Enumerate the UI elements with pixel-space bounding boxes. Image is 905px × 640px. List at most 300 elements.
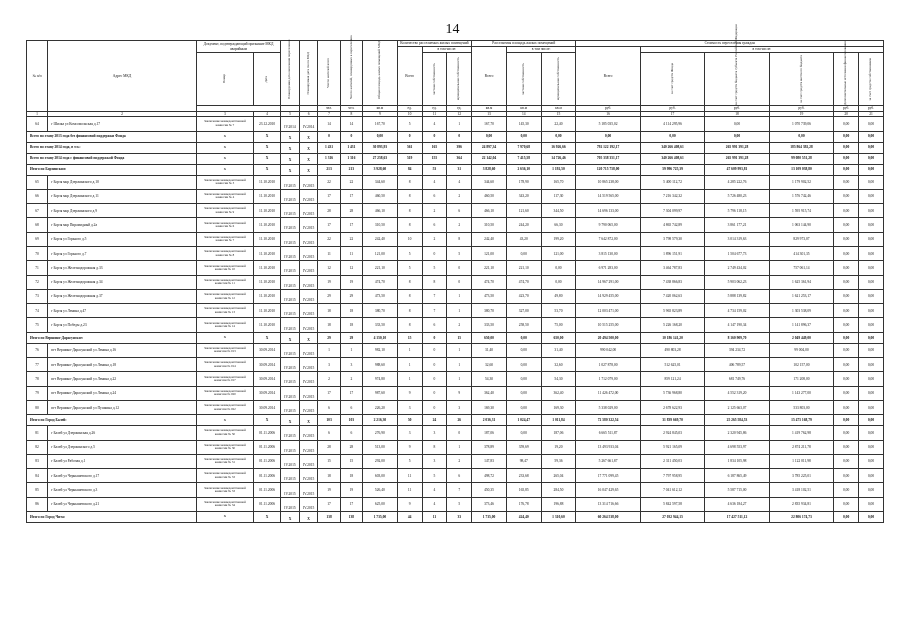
planned-date: X [281,142,300,153]
table-row [27,218,884,232]
value-cell-14: 7 415,58 [506,153,541,164]
value-cell-13: 187,06 [472,426,507,440]
document-date: X [253,153,280,164]
header-unit-rub-1: руб. [576,106,640,112]
table-body [27,117,884,523]
value-cell-17: 59 996 725,39 [640,164,704,175]
summary-row [27,142,884,153]
row-number: 81 [27,426,48,440]
value-cell-13: 373,46 [472,497,507,511]
value-cell-10: 8 [397,275,422,289]
demolition-date: IV.2015 [299,483,318,497]
value-cell-16: 14 929 455,00 [576,289,640,303]
value-cell-18: 1 504 677,73 [705,246,769,260]
row-number: 80 [27,400,48,414]
value-cell-14: 165,85 [506,483,541,497]
value-cell-12: 0 [447,131,472,142]
value-cell-11: 53 [422,164,447,175]
value-cell-17: 5 965 823,89 [640,304,704,318]
value-cell-10: 44 [397,512,422,523]
value-cell-19: 1 625 361,94 [769,275,833,289]
table-row [27,454,884,468]
value-cell-9: 526,40 [363,483,398,497]
document-cell: X [196,153,253,164]
demolition-date: IV.2015 [299,289,318,303]
value-cell-18: 406 789,57 [705,358,769,372]
planned-date: X [281,153,300,164]
column-number: 2 [48,112,197,117]
value-cell-14: 424,40 [506,512,541,523]
value-cell-12: 33 [447,512,472,523]
value-cell-7: 22 [318,232,340,246]
value-cell-18: 4 285 222,76 [705,175,769,189]
value-cell-20: 0,00 [834,358,859,372]
value-cell-17: 10 186 141,20 [640,332,704,343]
address-cell: пгт Вершино-Дарасунский ул Ленина д.22 [48,372,197,386]
value-cell-19: 99 004,00 [769,343,833,357]
planned-date: IV.2015 [281,289,300,303]
value-cell-7: 6 [318,400,340,414]
table-row [27,304,884,318]
header-unit-rub-5: руб. [834,106,859,112]
value-cell-7: 28 [318,440,340,454]
value-cell-16: 3 815 130,00 [576,246,640,260]
address-cell: г Борзя ул Ленина д.47 [48,304,197,318]
value-cell-18: 0,00 [705,117,769,131]
value-cell-17: 31 839 669,70 [640,415,704,426]
value-cell-12: 364 [447,153,472,164]
value-cell-11: 11 [422,512,447,523]
value-cell-8: 1 [340,343,362,357]
value-cell-18: 5 726 480,23 [705,189,769,203]
document-cell: Заключение межведомственной комиссии № 022 [196,400,253,414]
planned-date: IV.2015 [281,304,300,318]
value-cell-20: 0,00 [834,246,859,260]
planned-date: IV.2015 [281,454,300,468]
value-cell-13: 147,83 [472,454,507,468]
table-row [27,400,884,414]
value-cell-12: 1 [447,289,472,303]
value-cell-20: 0,00 [834,318,859,332]
header-group-area: Расселяемая площадь жилых помещений [472,41,576,47]
value-cell-9: 603,00 [363,469,398,483]
value-cell-9: 473,50 [363,289,398,303]
planned-date: IV.2015 [281,218,300,232]
value-cell-9: 987,60 [363,386,398,400]
summary-row [27,332,884,343]
value-cell-13: 333,50 [472,318,507,332]
value-cell-17: 859 121,24 [640,372,704,386]
value-cell-16: 16 047 429,65 [576,483,640,497]
value-cell-20: 0,00 [834,512,859,523]
page-number: 14 [445,22,460,37]
document-cell: Заключение межведомственной комиссии № 017 [196,372,253,386]
value-cell-8: 103 [340,415,362,426]
value-cell-16: 14 967 291,00 [576,275,640,289]
header-cost-fund: за счет средств Фонда [640,53,704,106]
value-cell-11: 6 [422,218,447,232]
table-row [27,483,884,497]
document-cell: Заключение межведомственной комиссии № 14 [196,318,253,332]
address-cell: г Борзя ул Горького д.7 [48,246,197,260]
value-cell-8: 17 [340,189,362,203]
value-cell-15: 59,36 [541,454,576,468]
address-cell: г Борзя ул Железнодорожная д.33 [48,261,197,275]
value-cell-21: 0,00 [859,372,884,386]
value-cell-13: 362,40 [472,386,507,400]
column-number: 15 [541,112,576,117]
value-cell-19: 1 179 902,52 [769,175,833,189]
value-cell-12: 1 [447,117,472,131]
value-cell-18: 47 609 993,81 [705,164,769,175]
value-cell-19: 1 143 277,00 [769,386,833,400]
header-unit-people-2: чел. [340,106,362,112]
header-unit-rub-2: руб. [640,106,704,112]
value-cell-12: 5 [447,246,472,260]
document-date: 11.10.2010 [253,189,280,203]
summary-label: Итого по Борзинском: [27,164,197,175]
value-cell-18: 4 147 190,34 [705,318,769,332]
address-cell: г Балей ул Дзержинская д.26 [48,426,197,440]
document-date: 23.12.2010 [253,117,280,131]
table-row [27,289,884,303]
value-cell-14: 258,50 [506,318,541,332]
demolition-date: IV.2015 [299,454,318,468]
planned-date: IV.2015 [281,261,300,275]
row-number: 67 [27,204,48,218]
row-number: 83 [27,454,48,468]
demolition-date: IV.2015 [299,318,318,332]
value-cell-18: 4 552 319,20 [705,386,769,400]
summary-row [27,512,884,523]
value-cell-9: 333,50 [363,318,398,332]
value-cell-19: 3 785 225,01 [769,469,833,483]
column-number: 13 [472,112,507,117]
value-cell-7: 3 [318,358,340,372]
header-cost-budget-local: за счет средств местного бюджета [769,53,833,106]
value-cell-18: 4 636 184,27 [705,497,769,511]
value-cell-15: 265,04 [541,469,576,483]
document-date: 11.10.2010 [253,275,280,289]
demolition-date: X [299,164,318,175]
value-cell-7: 17 [318,189,340,203]
demolition-date: IV.2015 [299,246,318,260]
document-cell: X [196,415,253,426]
demolition-date: IV.2015 [299,204,318,218]
value-cell-19: 1 303 538,09 [769,304,833,318]
value-cell-18: 5 796 118,15 [705,204,769,218]
row-number: 75 [27,318,48,332]
value-cell-17: 3 798 579,30 [640,232,704,246]
document-date: 01.11.2006 [253,454,280,468]
column-number: 12 [447,112,472,117]
value-cell-10: 8 [397,218,422,232]
value-cell-16: 13 493 933,04 [576,440,640,454]
value-cell-16: 12 003 471,00 [576,304,640,318]
planned-date: IV.2015 [281,372,300,386]
document-date: X [253,142,280,153]
value-cell-16: 13 314 716,66 [576,497,640,511]
document-date: 01.11.2006 [253,440,280,454]
value-cell-17: 2 924 845,03 [640,426,704,440]
planned-date: IV.2015 [281,386,300,400]
value-cell-21: 0,00 [859,318,884,332]
value-cell-10: 8 [397,304,422,318]
value-cell-13: 221,10 [472,261,507,275]
address-cell: г Борзя ул Железнодорожная д.34 [48,275,197,289]
address-cell: г Балей ул Чернышевского д.21 [48,497,197,511]
document-date: 11.10.2010 [253,304,280,318]
value-cell-16: 60 264 538,00 [576,512,640,523]
planned-date: IV.2015 [281,469,300,483]
address-cell: г Борзя ул Победы д.23 [48,318,197,332]
value-cell-15: 22,40 [541,117,576,131]
value-cell-13: 22 142,04 [472,153,507,164]
document-cell: Заключение межведомственной комиссии № 6 [196,218,253,232]
value-cell-12: 26 [447,415,472,426]
header-unit-sqm-4: кв.м [541,106,576,112]
column-number: 20 [834,112,859,117]
value-cell-15: 169,30 [541,400,576,414]
document-date: 11.10.2010 [253,232,280,246]
value-cell-19: 1 122 011,98 [769,454,833,468]
value-cell-19: 414 301,35 [769,246,833,260]
value-cell-20: 0,00 [834,400,859,414]
header-planned-date: Планируемая дата окончания переселения [281,41,300,106]
value-cell-11: 6 [422,189,447,203]
table-row [27,343,884,357]
value-cell-10: 0 [397,131,422,142]
document-cell: Заключение межведомственной комиссии № 014 [196,358,253,372]
value-cell-12: 1 [447,372,472,386]
value-cell-16: 1 712 079,00 [576,372,640,386]
demolition-date: IV.2014 [299,117,318,131]
value-cell-10: 50 [397,415,422,426]
planned-date: IV.2015 [281,358,300,372]
value-cell-15: 0,00 [541,275,576,289]
value-cell-17: 7 216 342,32 [640,189,704,203]
value-cell-15: 196,88 [541,497,576,511]
header-unit-rub-6: руб. [859,106,884,112]
value-cell-13: 344,60 [472,175,507,189]
value-cell-7: 18 [318,304,340,318]
summary-row [27,153,884,164]
value-cell-21: 0,00 [859,131,884,142]
value-cell-17: 7 797 958,95 [640,469,704,483]
value-cell-18: 5 903 062,23 [705,275,769,289]
value-cell-10: 1 [397,372,422,386]
value-cell-17: 2 311 450,03 [640,454,704,468]
document-cell: X [196,332,253,343]
value-cell-21: 0,00 [859,142,884,153]
document-cell: Заключение межведомственной комиссии № 4 [196,189,253,203]
column-number: 17 [640,112,704,117]
header-area-including: в том числе: [506,47,575,53]
value-cell-9: 0,00 [363,131,398,142]
header-count-including: в том числе: [422,47,472,53]
column-number: 8 [340,112,362,117]
value-cell-20: 0,00 [834,275,859,289]
value-cell-20: 0,00 [834,483,859,497]
value-cell-10: 5 [397,117,422,131]
header-count-total: Всего [397,47,422,106]
header-document: Документ, подтверждающий признание МКД аварийным [196,41,280,53]
value-cell-11: 3 [422,426,447,440]
value-cell-14: 1 024,47 [506,415,541,426]
demolition-date: X [299,153,318,164]
planned-date: X [281,415,300,426]
document-cell: X [196,142,253,153]
column-number: 1 [27,112,48,117]
value-cell-11: 2 [422,232,447,246]
value-cell-18: 394 234,72 [705,343,769,357]
column-number: 4 [253,112,280,117]
planned-date: X [281,332,300,343]
row-number: 84 [27,469,48,483]
value-cell-21: 0,00 [859,164,884,175]
value-cell-16: 705 338 351,17 [576,153,640,164]
document-date: 30.09.2014 [253,358,280,372]
value-cell-15: 199,20 [541,232,576,246]
address-cell: г Борзя мкр Дзержинского д.11 [48,189,197,203]
value-cell-9: 310,50 [363,218,398,232]
value-cell-13: 650,00 [472,332,507,343]
value-cell-7: 19 [318,483,340,497]
document-date: 01.11.2006 [253,426,280,440]
value-cell-8: 14 [340,117,362,131]
row-number: 65 [27,175,48,189]
value-cell-21: 0,00 [859,469,884,483]
table-row [27,372,884,386]
summary-label: Итого по Город Чита: [27,512,197,523]
value-cell-15: 0,00 [541,131,576,142]
value-cell-17: 5 226 168,20 [640,318,704,332]
header-count-private: частная собственность [422,53,447,106]
address-cell: пгт Вершино-Дарасунский ул Ленина д.16 [48,343,197,357]
value-cell-12: 0 [447,426,472,440]
value-cell-13: 242,40 [472,232,507,246]
value-cell-12: 1 [447,343,472,357]
value-cell-12: 31 [447,164,472,175]
value-cell-20: 0,00 [834,415,859,426]
table-row [27,189,884,203]
row-number: 79 [27,386,48,400]
value-cell-9: 344,60 [363,175,398,189]
header-unit-sqm-3: кв.м [506,106,541,112]
value-cell-9: 2 216,30 [363,415,398,426]
value-cell-8: 29 [340,289,362,303]
value-cell-21: 0,00 [859,497,884,511]
value-cell-17: 5 736 968,80 [640,386,704,400]
value-cell-12: 7 [447,483,472,497]
demolition-date: X [299,131,318,142]
value-cell-7: 1 431 [318,142,340,153]
planned-date: IV.2015 [281,426,300,440]
value-cell-20: 0,00 [834,469,859,483]
value-cell-11: 0 [422,358,447,372]
value-cell-18: 2 749 434,02 [705,261,769,275]
value-cell-18: 5 587 715,00 [705,483,769,497]
value-cell-14: 178,90 [506,175,541,189]
value-cell-10: 8 [397,318,422,332]
header-unit-sqm-2: кв.м [472,106,507,112]
header-doc-number: Номер [196,53,253,106]
address-cell: г Борзя ул Железнодорожная д.37 [48,289,197,303]
row-number: 86 [27,497,48,511]
header-unit-people-1: чел. [318,106,340,112]
summary-label: Всего по этапу 2013 года без финансовой поддержки Фонда [27,131,197,142]
value-cell-10: 8 [397,204,422,218]
value-cell-15: 14 726,46 [541,153,576,164]
row-number: 66 [27,189,48,203]
value-cell-8: 138 [340,512,362,523]
value-cell-14: 2 636,10 [506,164,541,175]
value-cell-12: 5 [447,497,472,511]
value-cell-7: 12 [318,261,340,275]
value-cell-9: 4 150,10 [363,332,398,343]
value-cell-7: 29 [318,332,340,343]
value-cell-16: 9 790 065,00 [576,218,640,232]
document-date: X [253,512,280,523]
value-cell-17: 4 114 295,96 [640,117,704,131]
value-cell-15: 1 192,50 [541,164,576,175]
value-cell-10: 8 [397,289,422,303]
value-cell-16: 6 665 511,87 [576,426,640,440]
value-cell-8: 3 [340,358,362,372]
demolition-date: IV.2015 [299,275,318,289]
value-cell-20: 0,00 [834,232,859,246]
value-cell-15: 344,50 [541,204,576,218]
value-cell-21: 0,00 [859,175,884,189]
value-cell-20: 0,00 [834,497,859,511]
value-cell-18: 265 991 391,28 [705,153,769,164]
demolition-date: IV.2015 [299,261,318,275]
value-cell-20: 0,00 [834,131,859,142]
value-cell-18: 681 749,76 [705,372,769,386]
value-cell-19: 2 835 934,81 [769,497,833,511]
demolition-date: IV.2015 [299,218,318,232]
document-cell: Заключение межведомственной комиссии № 13 [196,304,253,318]
header-cost-including: в том числе: [640,47,883,53]
planned-date: IV.2015 [281,318,300,332]
value-cell-8: 15 [340,454,362,468]
demolition-date: X [299,512,318,523]
value-cell-21: 0,00 [859,415,884,426]
header-group-count: Количество расселяемых жилых помещений [397,41,471,47]
value-cell-12: 6 [447,469,472,483]
row-number: 69 [27,232,48,246]
demolition-date: IV.2015 [299,426,318,440]
value-cell-8: 6 [340,400,362,414]
value-cell-11: 165 [422,142,447,153]
header-demolition-date: Планируемая дата сноса МКД [299,41,318,106]
value-cell-14: 244,20 [506,218,541,232]
planned-date: IV.2015 [281,189,300,203]
value-cell-8: 19 [340,275,362,289]
value-cell-18: 1 834 105,98 [705,454,769,468]
value-cell-7: 213 [318,164,340,175]
value-cell-19: 1 595 915,74 [769,204,833,218]
value-cell-8: 18 [340,318,362,332]
value-cell-20: 0,00 [834,189,859,203]
value-cell-20: 0,00 [834,372,859,386]
document-date: 30.09.2014 [253,386,280,400]
value-cell-14: 145,30 [506,117,541,131]
value-cell-12: 2 [447,189,472,203]
value-cell-13: 460,50 [472,189,507,203]
document-cell: Заключение межведомственной комиссии № 10 [196,261,253,275]
value-cell-16: 11 426 472,00 [576,386,640,400]
